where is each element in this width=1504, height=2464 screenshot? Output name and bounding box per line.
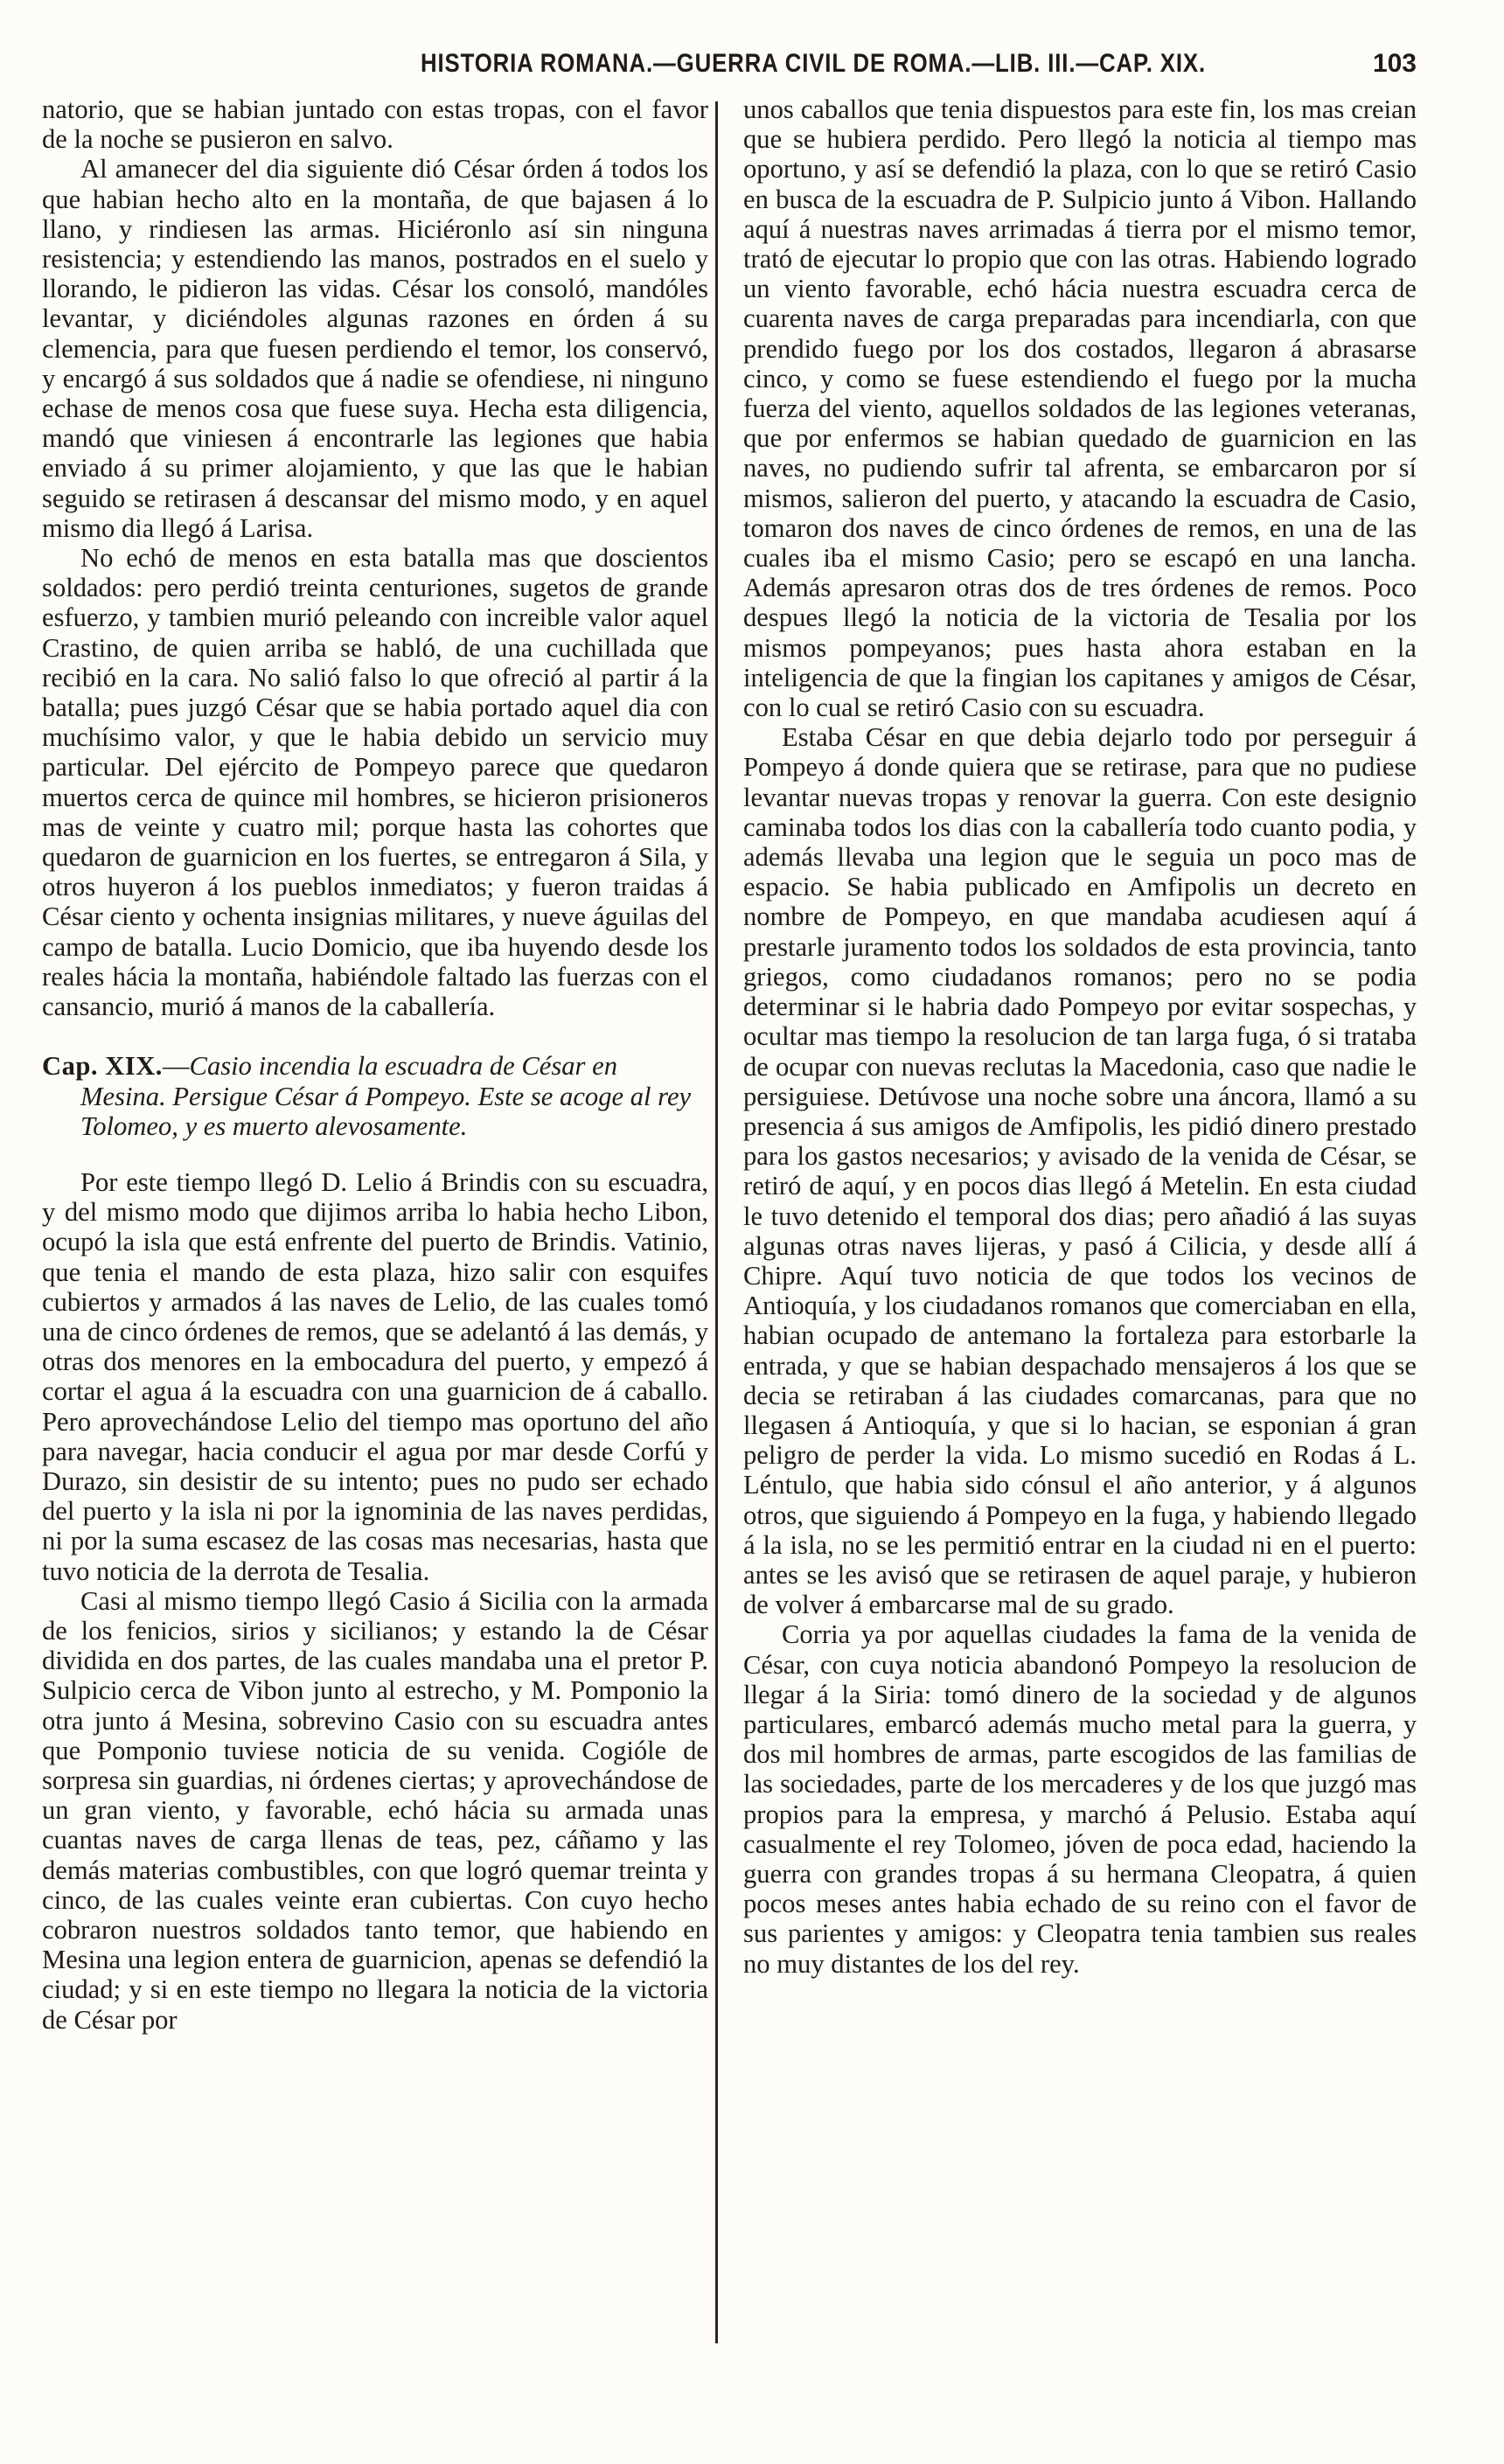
chapter-label: Cap. XIX.: [42, 1051, 163, 1082]
running-title: HISTORIA ROMANA.—GUERRA CIVIL DE ROMA.—LIB. III.—CAP. XIX.: [420, 49, 1207, 78]
left-column: [42, 94, 708, 2035]
paragraph: Al amanecer del dia siguiente dió César órden á todos los que habian hecho alto en la montaña, de que bajasen á lo llano, y rindiesen las armas. Hiciéronlo así sin ninguna resistencia; y estendiendo las manos, postrados en el suelo y llorando, le pidieron las vidas. César los consoló, mandóles levantar, y diciéndoles algunas razones en órden á su clemencia, para que fuesen perdiendo el temor, los conservó, y encargó á sus soldados que á nadie se ofendiese, ni ninguno echase de menos cosa que fuese suya. Hecha esta diligencia, mandó que viniesen á encontrarle las legiones que habia enviado á su primer alojamiento, y que las que le habian seguido se retirasen á descansar del mismo modo, y en aquel mismo dia llegó á Larisa.: [42, 154, 708, 543]
chapter-heading: Cap. XIX.—Casio incendia la escuadra de César en Mesina. Persigue César á Pompeyo. Este se acoge al rey Tolomeo, y es muerto alevosamente.: [42, 1051, 692, 1141]
chapter-summary: Casio incendia la escuadra de César en Mesina. Persigue César á Pompeyo. Este se acoge al rey Tolomeo, y es muerto alevosamente.: [80, 1051, 692, 1141]
right-column: [743, 94, 1417, 1979]
paragraph: unos caballos que tenia dispuestos para este fin, los mas creian que se hubiera perdido. Pero llegó la noticia al tiempo mas oportuno, y así se defendió la plaza, con lo que se retiró Casio en busca de la escuadra de P. Sulpicio junto á Vibon. Hallando aquí á nuestras naves arrimadas á tierra por el mismo temor, trató de ejecutar lo propio que con las otras. Habiendo logrado un viento favorable, echó hácia nuestra escuadra cerca de cuarenta naves de carga preparadas para incendiarla, con que prendido fuego por los dos costados, llegaron á abrasarse cinco, y como se fuese estendiendo el fuego por la mucha fuerza del viento, aquellos soldados de las legiones veteranas, que por enfermos se habian quedado de guarnicion en las naves, no pudiendo sufrir tal afrenta, se embarcaron por sí mismos, salieron del puerto, y atacando la escuadra de Casio, tomaron dos naves de cinco órdenes de remos, en una de las cuales iba el mismo Casio; pero se escapó en una lancha. Además apresaron otras dos de tres órdenes de remos. Poco despues llegó la noticia de la victoria de Tesalia por los mismos pompeyanos; pues hasta ahora estaban en la inteligencia de que la fingian los capitanes y amigos de César, con lo cual se retiró Casio con su escuadra.: [743, 94, 1417, 723]
paragraph: natorio, que se habian juntado con estas tropas, con el favor de la noche se pusieron en salvo.: [42, 94, 708, 155]
paragraph: Por este tiempo llegó D. Lelio á Brindis con su escuadra, y del mismo modo que dijimos arriba lo habia hecho Libon, ocupó la isla que está enfrente del puerto de Brindis. Vatinio, que tenia el mando de esta plaza, hizo salir con esquifes cubiertos y armados á las naves de Lelio, de las cuales tomó una de cinco órdenes de remos, que se adelantó á las demás, y otras dos menores en la embocadura del puerto, y empezó á cortar el agua á la escuadra con una guarnicion de á caballo. Pero aprovechándose Lelio del tiempo mas oportuno del año para navegar, hacia conducir el agua por mar desde Corfú y Durazo, sin desistir de su intento; pues no pudo ser echado del puerto y la isla ni por la ignominia de las naves perdidas, ni por la suma escasez de las cosas mas necesarias, hasta que tuvo noticia de la derrota de Tesalia.: [42, 1166, 708, 1586]
column-divider: [715, 101, 718, 2343]
paragraph: Casi al mismo tiempo llegó Casio á Sicilia con la armada de los fenicios, sirios y sicilianos; y estando la de César dividida en dos partes, de las cuales mandaba una el pretor P. Sulpicio cerca de Vibon junto al estrecho, y M. Pomponio la otra junto á Mesina, sobrevino Casio con su escuadra antes que Pomponio tuviese noticia de su venida. Cogióle de sorpresa sin guardias, ni órdenes ciertas; y aprovechándose de un gran viento, y favorable, echó hácia su armada unas cuantas naves de carga llenas de teas, pez, cáñamo y las demás materias combustibles, con que logró quemar treinta y cinco, de las cuales veinte eran cubiertas. Con cuyo hecho cobraron nuestros soldados tanto temor, que habiendo en Mesina una legion entera de guarnicion, apenas se defendió la ciudad; y si en este tiempo no llegara la noticia de la victoria de César por: [42, 1585, 708, 2035]
paragraph: No echó de menos en esta batalla mas que doscientos soldados: pero perdió treinta centuriones, sugetos de grande esfuerzo, y tambien murió peleando con increible valor aquel Crastino, de quien arriba se habló, de una cuchillada que recibió en la cara. No salió falso lo que ofreció al partir á la batalla; pues juzgó César que se habia portado aquel dia con muchísimo valor, y que le habia debido un servicio muy particular. Del ejército de Pompeyo parece que quedaron muertos cerca de quince mil hombres, se hicieron prisioneros mas de veinte y cuatro mil; porque hasta las cohortes que quedaron de guarnicion en los fuertes, se entregaron á Sila, y otros huyeron á los pueblos inmediatos; y fueron traidas á César ciento y ochenta insignias militares, y nueve águilas del campo de batalla. Lucio Domicio, que iba huyendo desde los reales hácia la montaña, habiéndole faltado las fuerzas con el cansancio, murió á manos de la caballería.: [42, 543, 708, 1022]
paragraph: Corria ya por aquellas ciudades la fama de la venida de César, con cuya noticia abandonó Pompeyo la resolucion de llegar á la Siria: tomó dinero de la sociedad y de algunos particulares, embarcó además mucho metal para la guerra, y dos mil hombres de armas, parte escogidos de las familias de las sociedades, parte de los mercaderes y de los que juzgó mas propios para la empresa, y marchó á Pelusio. Estaba aquí casualmente el rey Tolomeo, jóven de poca edad, haciendo la guerra con grandes tropas á su hermana Cleopatra, á quien pocos meses antes habia echado de su reino con el favor de sus parientes y amigos: y Cleopatra tenia tambien sus reales no muy distantes de los del rey.: [743, 1619, 1417, 1979]
paragraph: Estaba César en que debia dejarlo todo por perseguir á Pompeyo á donde quiera que se retirase, para que no pudiese levantar nuevas tropas y renovar la guerra. Con este designio caminaba todos los dias con la caballería todo cuanto podia, y además llevaba una legion que le seguia un poco mas de espacio. Se habia publicado en Amfipolis un decreto en nombre de Pompeyo, en que mandaba acudiesen aquí á prestarle juramento todos los soldados de esta provincia, tanto griegos, como ciudadanos romanos; pero no se podia determinar si le habria dado Pompeyo por evitar sospechas, y ocultar mas tiempo la resolucion de tan larga fuga, ó si trataba de ocupar con nuevas reclutas la Macedonia, caso que nadie le persiguiese. Detúvose una noche sobre una áncora, llamó a su presencia á sus amigos de Amfipolis, les pidió dinero prestado para los gastos necesarios; y avisado de la venida de César, se retiró de aquí, y en pocos dias llegó á Metelin. En esta ciudad le tuvo detenido el temporal dos dias; pero añadió á las suyas algunas otras naves lijeras, y pasó á Cilicia, y desde allí á Chipre. Aquí tuvo noticia de que todos los vecinos de Antioquía, y los ciudadanos romanos que comerciaban en ella, habian ocupado de antemano la fortaleza para estorbarle la entrada, y que se habian despachado mensajeros á los que se decia se retiraban á las ciudades comarcanas, para que no llegasen á Antioquía, y que si lo hacian, se esponian á gran peligro de perder la vida. Lo mismo sucedió en Rodas á L. Léntulo, que habia sido cónsul el año anterior, y á algunos otros, que siguiendo á Pompeyo en la fuga, y habiendo llegado á la isla, no se les permitió entrar en la ciudad ni en el puerto: antes se les avisó que se retirasen de aquel paraje, y hubieron de volver á embarcarse mal de su grado.: [743, 722, 1417, 1620]
page-number: 103: [1372, 49, 1417, 78]
